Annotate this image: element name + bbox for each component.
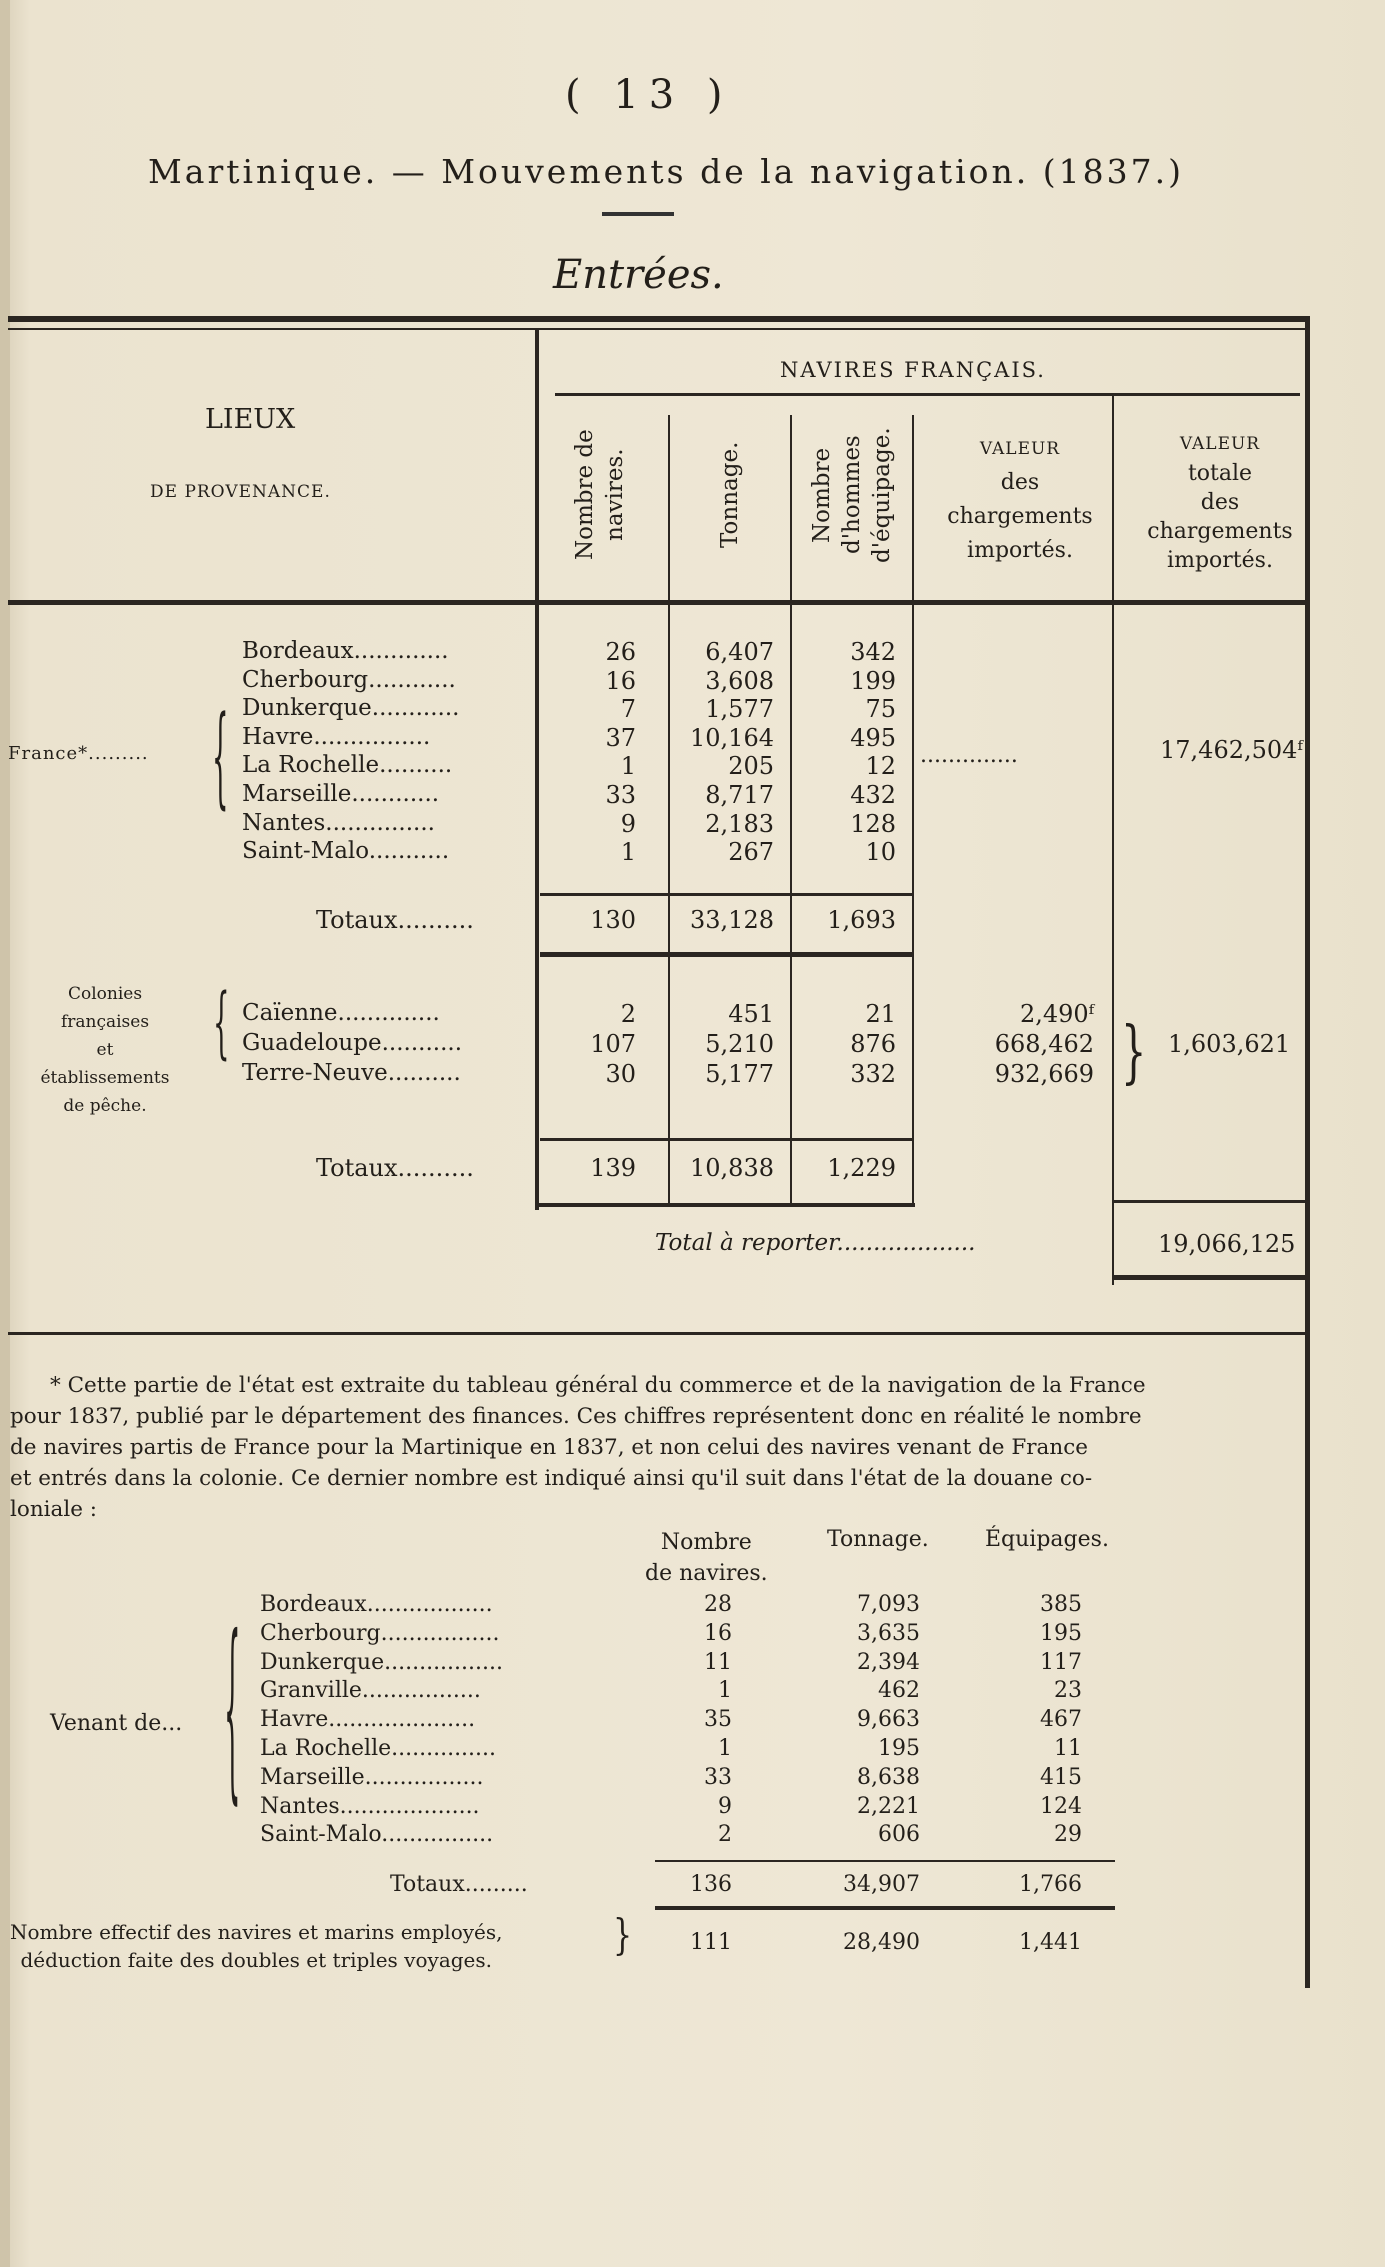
france-row-tonnage: 267	[728, 838, 774, 867]
colonies-totals-crew: 1,229	[827, 1154, 896, 1182]
page-number: ( 13 )	[565, 72, 733, 118]
colonies-value-brace: }	[1121, 1013, 1147, 1093]
report-bottom-rule	[1112, 1275, 1305, 1280]
france-row-tonnage: 205	[728, 752, 774, 781]
fn-row-crew: 23	[1054, 1678, 1082, 1704]
fn-row-crew: 29	[1054, 1822, 1082, 1848]
france-totals-ships: 130	[590, 906, 636, 934]
france-row-crew: 12	[865, 752, 896, 781]
colonies-row-place: Caïenne..............	[242, 1000, 440, 1026]
table-top-rule	[8, 316, 1310, 322]
fn-totals-rule	[655, 1860, 1115, 1862]
colonies-totals-label: Totaux..........	[316, 1154, 474, 1182]
fn-row-place: La Rochelle...............	[260, 1736, 497, 1761]
france-row-ships: 33	[605, 781, 636, 809]
fn-effectif-crew: 1,441	[1019, 1930, 1082, 1955]
fn-row-ships: 28	[704, 1592, 732, 1617]
colonies-row-tonnage: 451	[728, 1000, 774, 1028]
france-total-value: 17,462,504ᶠ	[1160, 736, 1303, 764]
fn-row-crew: 385	[1040, 1592, 1082, 1617]
fn-row-place: Bordeaux..................	[260, 1592, 493, 1617]
france-value: ..............	[920, 743, 1018, 768]
france-row-place: Nantes...............	[242, 809, 435, 836]
colonies-brace: {	[213, 980, 230, 1070]
fn-col-ships-header: Nombre de navires.	[645, 1530, 768, 1586]
colonies-row-value: 932,669	[994, 1060, 1094, 1088]
france-row-crew: 10	[865, 838, 896, 867]
footnote-text: * Cette partie de l'état est extraite du tableau général du commerce et de la navigation de la France pour 1837, publié par le département des finances. Ces chiffres représentent donc en réalité le nombre de navires partis de France pour la Martinique en 1837, et non celui des navires venant de France et entrés dans la colonie. Ce dernier nombre est indiqué ainsi qu'il suit dans l'état de la douane co- loniale :	[10, 1373, 1146, 1522]
fn-row-place: Cherbourg.................	[260, 1620, 500, 1646]
fn-col-tonnage-header: Tonnage.	[827, 1527, 929, 1552]
fn-row-crew: 415	[1040, 1764, 1082, 1790]
venant-label: Venant de...	[50, 1711, 183, 1736]
colonies-row-ships: 2	[620, 1000, 636, 1028]
france-row-ships: 1	[620, 752, 636, 781]
fn-row-ships: 1	[718, 1678, 732, 1704]
colonies-totals-tonnage: 10,838	[690, 1154, 774, 1182]
table-right-border	[1305, 316, 1310, 1988]
fn-row-crew: 467	[1040, 1707, 1082, 1733]
fn-row-tonnage: 3,635	[857, 1620, 920, 1646]
france-totals-tonnage: 33,128	[690, 906, 774, 934]
fn-effectif-label: Nombre effectif des navires et marins employés, déduction faite des doubles et triples voyages.	[10, 1920, 503, 1972]
fn-row-tonnage: 7,093	[857, 1592, 920, 1617]
france-row-place: Havre................	[242, 723, 431, 750]
venant-brace: {	[224, 1602, 241, 1828]
colonies-row-place: Guadeloupe...........	[242, 1030, 463, 1056]
france-brace: {	[212, 697, 229, 823]
fn-row-tonnage: 462	[878, 1678, 920, 1704]
fn-totals-tonnage: 34,907	[843, 1872, 920, 1897]
colonies-totals-ships: 139	[590, 1154, 636, 1182]
france-row-crew: 128	[850, 809, 896, 838]
france-row-crew: 342	[850, 638, 896, 666]
france-row-place: Bordeaux.............	[242, 638, 449, 664]
lieux-divider	[535, 330, 539, 1210]
colonies-totals-bottom-rule	[535, 1203, 915, 1207]
report-label-row	[655, 1230, 975, 1256]
france-row-tonnage: 3,608	[705, 666, 774, 695]
colonies-row-crew: 332	[850, 1060, 896, 1088]
fn-row-place: Nantes....................	[260, 1793, 480, 1819]
fn-row-tonnage: 606	[878, 1822, 920, 1848]
fn-row-ships: 16	[704, 1620, 732, 1646]
fn-row-ships: 11	[704, 1649, 732, 1675]
france-row-crew: 495	[850, 723, 896, 752]
fn-col-crew-header: Équipages.	[985, 1527, 1109, 1552]
page-subtitle: Entrées.	[553, 252, 724, 298]
col-ships-header: Nombre de navires.	[572, 429, 628, 561]
france-row-ships: 1	[620, 838, 636, 867]
france-totals-bottom-rule	[540, 952, 912, 957]
france-row-ships: 16	[605, 666, 636, 695]
fn-row-crew: 11	[1054, 1736, 1082, 1761]
france-row-ships: 37	[605, 723, 636, 752]
france-row-place: Marseille............	[242, 781, 440, 807]
col-divider-1	[668, 415, 670, 1205]
colonies-row-value: 668,462	[994, 1030, 1094, 1058]
france-row-ships: 7	[620, 695, 636, 724]
report-dots: ...................	[836, 1230, 976, 1256]
france-row-ships: 9	[620, 809, 636, 838]
fn-effectif-brace: }	[613, 1911, 633, 1960]
france-label: France*.........	[8, 743, 149, 764]
france-row-tonnage: 2,183	[705, 809, 774, 838]
header-bottom-rule	[8, 600, 1305, 605]
fn-row-place: Havre.....................	[260, 1707, 476, 1733]
fn-row-ships: 1	[718, 1736, 732, 1761]
colonies-row-crew: 21	[865, 1000, 896, 1028]
france-row-crew: 432	[850, 781, 896, 809]
france-totals-label: Totaux..........	[316, 906, 474, 934]
footnote-rule	[8, 1332, 1305, 1335]
colonies-row-ships: 30	[605, 1060, 636, 1088]
col-crew-header: Nombre d'hommes d'équipage.	[809, 427, 895, 563]
france-row-place: Cherbourg............	[242, 666, 456, 693]
colonies-row-ships: 107	[590, 1030, 636, 1058]
colonies-row-tonnage: 5,210	[705, 1030, 774, 1058]
col-divider-3	[912, 415, 914, 1205]
group-header-rule	[555, 393, 1300, 396]
fn-totals-crew: 1,766	[1019, 1872, 1082, 1897]
col-tonnage-header: Tonnage.	[717, 441, 743, 549]
value-divider	[1112, 395, 1114, 1285]
fn-row-tonnage: 2,394	[857, 1649, 920, 1675]
book-spine-shadow	[0, 0, 10, 2267]
colonies-row-tonnage: 5,177	[705, 1060, 774, 1088]
fn-effectif-tonnage: 28,490	[843, 1930, 920, 1955]
lieux-subheader: DE PROVENANCE.	[150, 482, 331, 502]
france-totals-rule	[540, 893, 912, 896]
col-divider-2	[790, 415, 792, 1205]
fn-row-place: Marseille.................	[260, 1764, 484, 1790]
fn-totals-ships: 136	[690, 1872, 732, 1897]
table-top-rule-thin	[8, 328, 1310, 330]
fn-totals-bottom-rule	[655, 1906, 1115, 1910]
col-total-value-header: VALEUR totale des chargements importés.	[1147, 434, 1293, 573]
colonies-row-place: Terre-Neuve..........	[242, 1060, 461, 1086]
fn-row-crew: 117	[1040, 1649, 1082, 1675]
group-header: NAVIRES FRANÇAIS.	[780, 358, 1046, 382]
fn-row-tonnage: 8,638	[857, 1764, 920, 1790]
colonies-label: Colonies françaises et établissements de pêche.	[40, 984, 170, 1116]
lieux-header: LIEUX	[205, 404, 296, 435]
fn-row-place: Granville.................	[260, 1678, 481, 1704]
fn-row-crew: 124	[1040, 1793, 1082, 1819]
fn-row-ships: 2	[718, 1822, 732, 1848]
colonies-row-crew: 876	[850, 1030, 896, 1058]
france-totals-crew: 1,693	[827, 906, 896, 934]
fn-row-crew: 195	[1040, 1620, 1082, 1646]
fn-row-place: Dunkerque.................	[260, 1649, 503, 1675]
page-title: Martinique. — Mouvements de la navigation. (1837.)	[148, 152, 1185, 191]
report-label: Total à reporter	[655, 1230, 837, 1256]
france-row-crew: 75	[865, 695, 896, 724]
colonies-row-value: 2,490ᶠ	[1019, 1000, 1094, 1028]
report-top-rule	[1112, 1200, 1305, 1203]
fn-row-tonnage: 9,663	[857, 1707, 920, 1733]
france-row-place: La Rochelle..........	[242, 752, 453, 779]
fn-row-tonnage: 195	[878, 1736, 920, 1761]
fn-row-ships: 33	[704, 1764, 732, 1790]
fn-row-place: Saint-Malo................	[260, 1822, 494, 1848]
fn-row-tonnage: 2,221	[857, 1793, 920, 1819]
fn-row-ships: 9	[718, 1793, 732, 1819]
france-row-tonnage: 1,577	[705, 695, 774, 724]
report-value: 19,066,125	[1158, 1230, 1296, 1258]
fn-row-ships: 35	[704, 1707, 732, 1733]
colonies-totals-rule	[540, 1138, 912, 1141]
france-row-tonnage: 6,407	[705, 638, 774, 666]
france-row-place: Saint-Malo...........	[242, 838, 450, 865]
title-rule	[602, 212, 674, 216]
col-value-header: VALEUR des chargements importés.	[947, 439, 1093, 563]
france-row-tonnage: 8,717	[705, 781, 774, 809]
france-row-ships: 26	[605, 638, 636, 666]
france-row-tonnage: 10,164	[690, 723, 774, 752]
france-row-place: Dunkerque............	[242, 695, 460, 722]
fn-effectif-ships: 111	[690, 1930, 732, 1955]
france-row-crew: 199	[850, 666, 896, 695]
colonies-total-value: 1,603,621	[1168, 1030, 1291, 1058]
fn-totals-label: Totaux.........	[390, 1872, 528, 1897]
